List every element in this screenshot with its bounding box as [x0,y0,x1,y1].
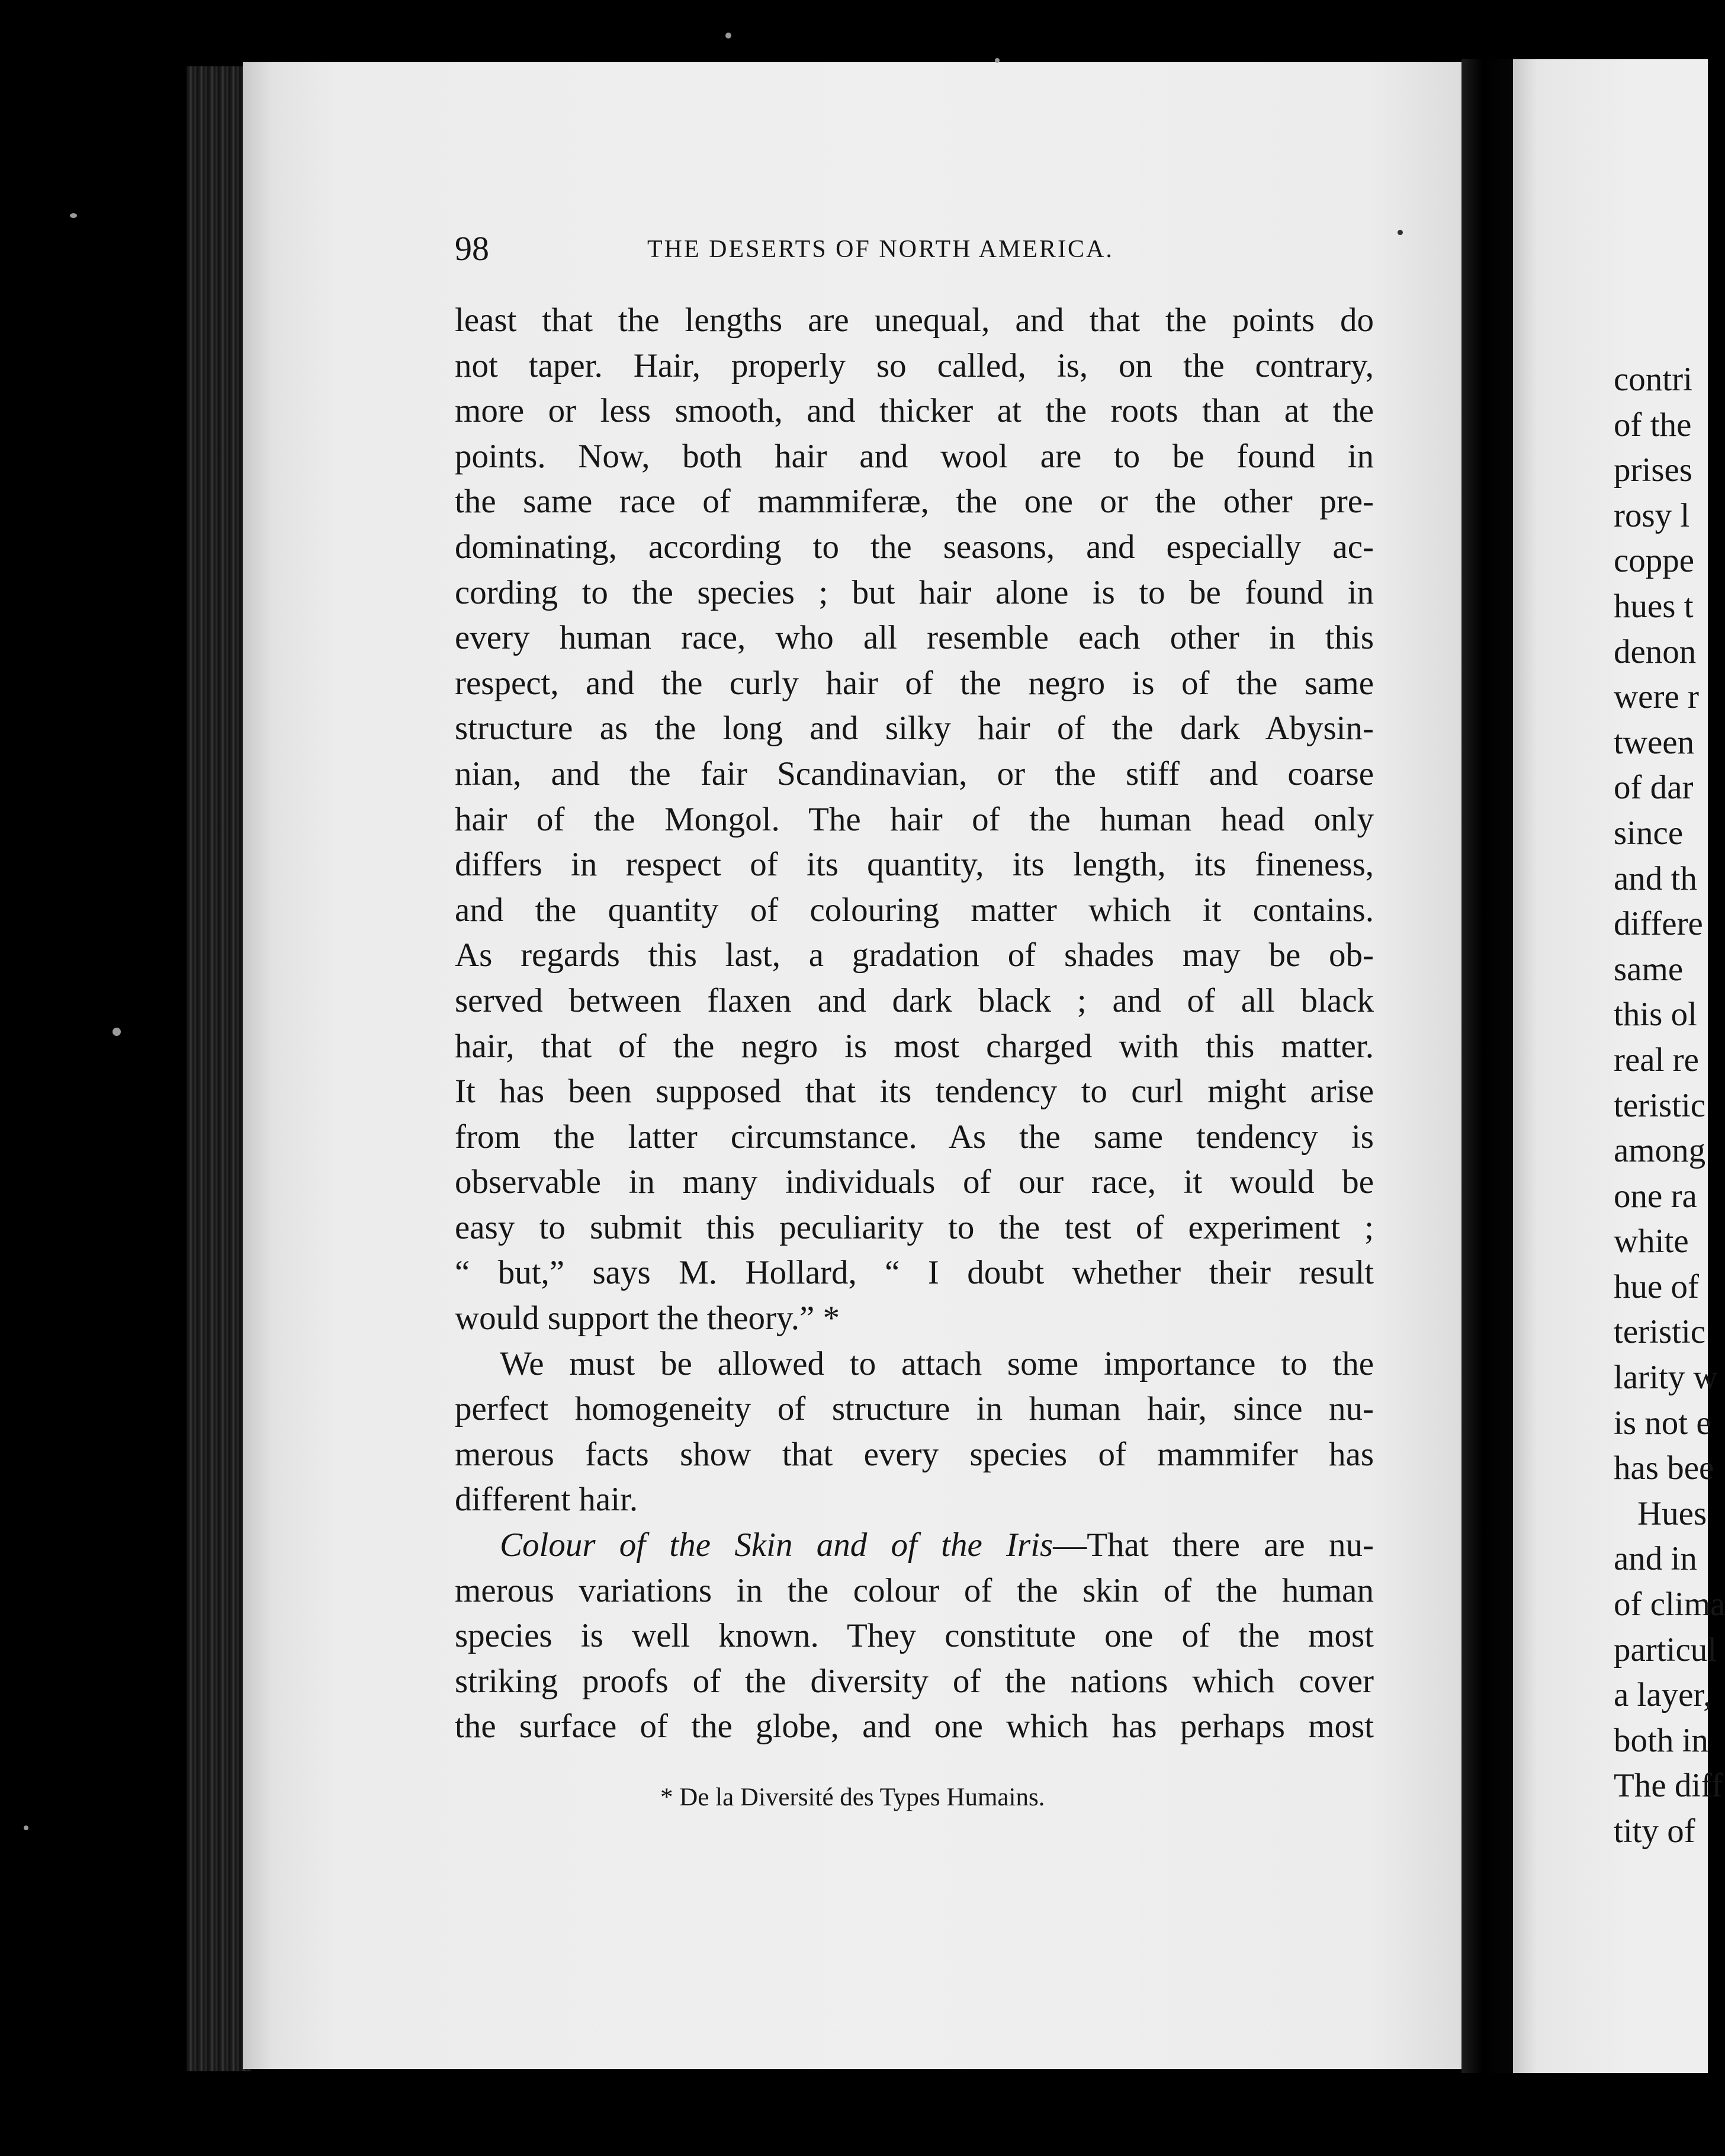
facing-line: white [1614,1223,1689,1260]
text-line: merous variations in the colour of the skin of the human [455,1571,1374,1609]
running-head [455,228,1171,270]
body-text [455,298,1374,1750]
text-line: the same race of mammiferæ, the one or the other pre- [455,483,1374,521]
facing-line: and th [1614,859,1697,897]
facing-line: prises [1614,451,1692,489]
facing-line: particul [1614,1631,1717,1669]
text-line: As regards this last, a gradation of shades may be ob- [455,936,1374,974]
facing-line: rosy l [1614,496,1690,534]
text-line: more or less smooth, and thicker at the roots than at the [455,392,1374,430]
facing-line: this ol [1614,996,1697,1034]
text-line: nian, and the fair Scandinavian, or the stiff and coarse [455,755,1374,793]
facing-line: tity of [1614,1812,1695,1850]
facing-line: one ra [1614,1177,1697,1215]
text-line: dominating, according to the seasons, and especially ac- [455,528,1374,566]
text-line: “ but,” says M. Hollard, “ I doubt whether their result [455,1254,1374,1292]
facing-page-text [1614,357,1725,1855]
facing-line: among [1614,1132,1706,1170]
book-gutter [1461,59,1515,2073]
scan-speck [1398,230,1403,235]
text-line: differs in respect of its quantity, its length, its fineness, [455,846,1374,884]
text-line: observable in many individuals of our race, it would be [455,1163,1374,1201]
scan-speck [725,33,731,38]
facing-line: hue of [1614,1268,1700,1305]
section-heading-line [455,1523,1374,1568]
text-line: structure as the long and silky hair of the dark Abysin- [455,710,1374,747]
section-heading: Colour of the Skin and of the Iris [500,1526,1053,1564]
text-line: We must be allowed to attach some importance to the [500,1345,1374,1382]
facing-line: hues t [1614,587,1694,625]
text-line: from the latter circumstance. As the same tendency is [455,1118,1374,1156]
text-line: least that the lengths are unequal, and that the points do [455,301,1374,339]
footnote: * De la Diversité des Types Humains. [660,1783,1045,1811]
facing-line: Hues [1637,1494,1707,1532]
facing-line: were r [1614,678,1699,716]
facing-line: contri [1614,361,1692,398]
text-line: would support the theory.” * [455,1300,840,1337]
text-line: the surface of the globe, and one which has perhaps most [455,1708,1374,1746]
text-line: and the quantity of colouring matter which it contains. [455,891,1374,929]
facing-line: and in [1614,1540,1697,1578]
facing-page [1513,59,1725,2073]
facing-line: has bee [1614,1449,1714,1487]
text-line: It has been supposed that its tendency to curl might arise [455,1073,1374,1111]
scan-speck [24,1825,28,1830]
facing-line: of dar [1614,769,1694,807]
facing-line: differe [1614,905,1703,943]
facing-line: a layer, [1614,1676,1712,1714]
scan-speck [113,1028,121,1036]
facing-line: larity w [1614,1359,1718,1397]
facing-line: denon [1614,633,1697,670]
facing-line: teristic [1614,1086,1706,1124]
text-line: served between flaxen and dark black ; and of all black [455,981,1374,1019]
text-line: not taper. Hair, properly so called, is, on the contrary, [455,346,1374,384]
facing-line: both in [1614,1721,1708,1759]
facing-line: teristic [1614,1313,1706,1351]
text-line: species is well known. They constitute one of the most [455,1617,1374,1655]
facing-line: of clima [1614,1586,1725,1624]
text-line: perfect homogeneity of structure in human hair, since nu- [455,1390,1374,1428]
text-line: merous facts show that every species of mammifer has [455,1435,1374,1473]
text-line: striking proofs of the diversity of the nations which cover [455,1662,1374,1700]
facing-line: tween [1614,723,1695,761]
text-line: cording to the species ; but hair alone is to be found in [455,573,1374,611]
scan-speck [70,213,77,218]
text-line: hair, that of the negro is most charged with this matter. [455,1027,1374,1065]
facing-line: is not e [1614,1404,1711,1442]
text-line: respect, and the curly hair of the negro is of the same [455,664,1374,702]
text-line: different hair. [455,1481,638,1519]
running-title: THE DESERTS OF NORTH AMERICA. [647,236,1114,263]
section-heading-rest: —That there are nu- [1053,1526,1374,1564]
facing-line: coppe [1614,542,1695,580]
page-number: 98 [455,229,489,268]
text-line: points. Now, both hair and wool are to be found in [455,437,1374,475]
facing-line: same [1614,950,1684,988]
page-edge-stack [187,66,252,2071]
facing-line: of the [1614,406,1692,444]
text-line: every human race, who all resemble each other in this [455,619,1374,657]
facing-line: The diff [1614,1767,1723,1805]
facing-line: real re [1614,1041,1699,1079]
facing-line: since [1614,814,1684,852]
scan-speck [995,58,1000,63]
text-line: easy to submit this peculiarity to the test of experiment ; [455,1208,1374,1246]
text-line: hair of the Mongol. The hair of the human head only [455,800,1374,838]
